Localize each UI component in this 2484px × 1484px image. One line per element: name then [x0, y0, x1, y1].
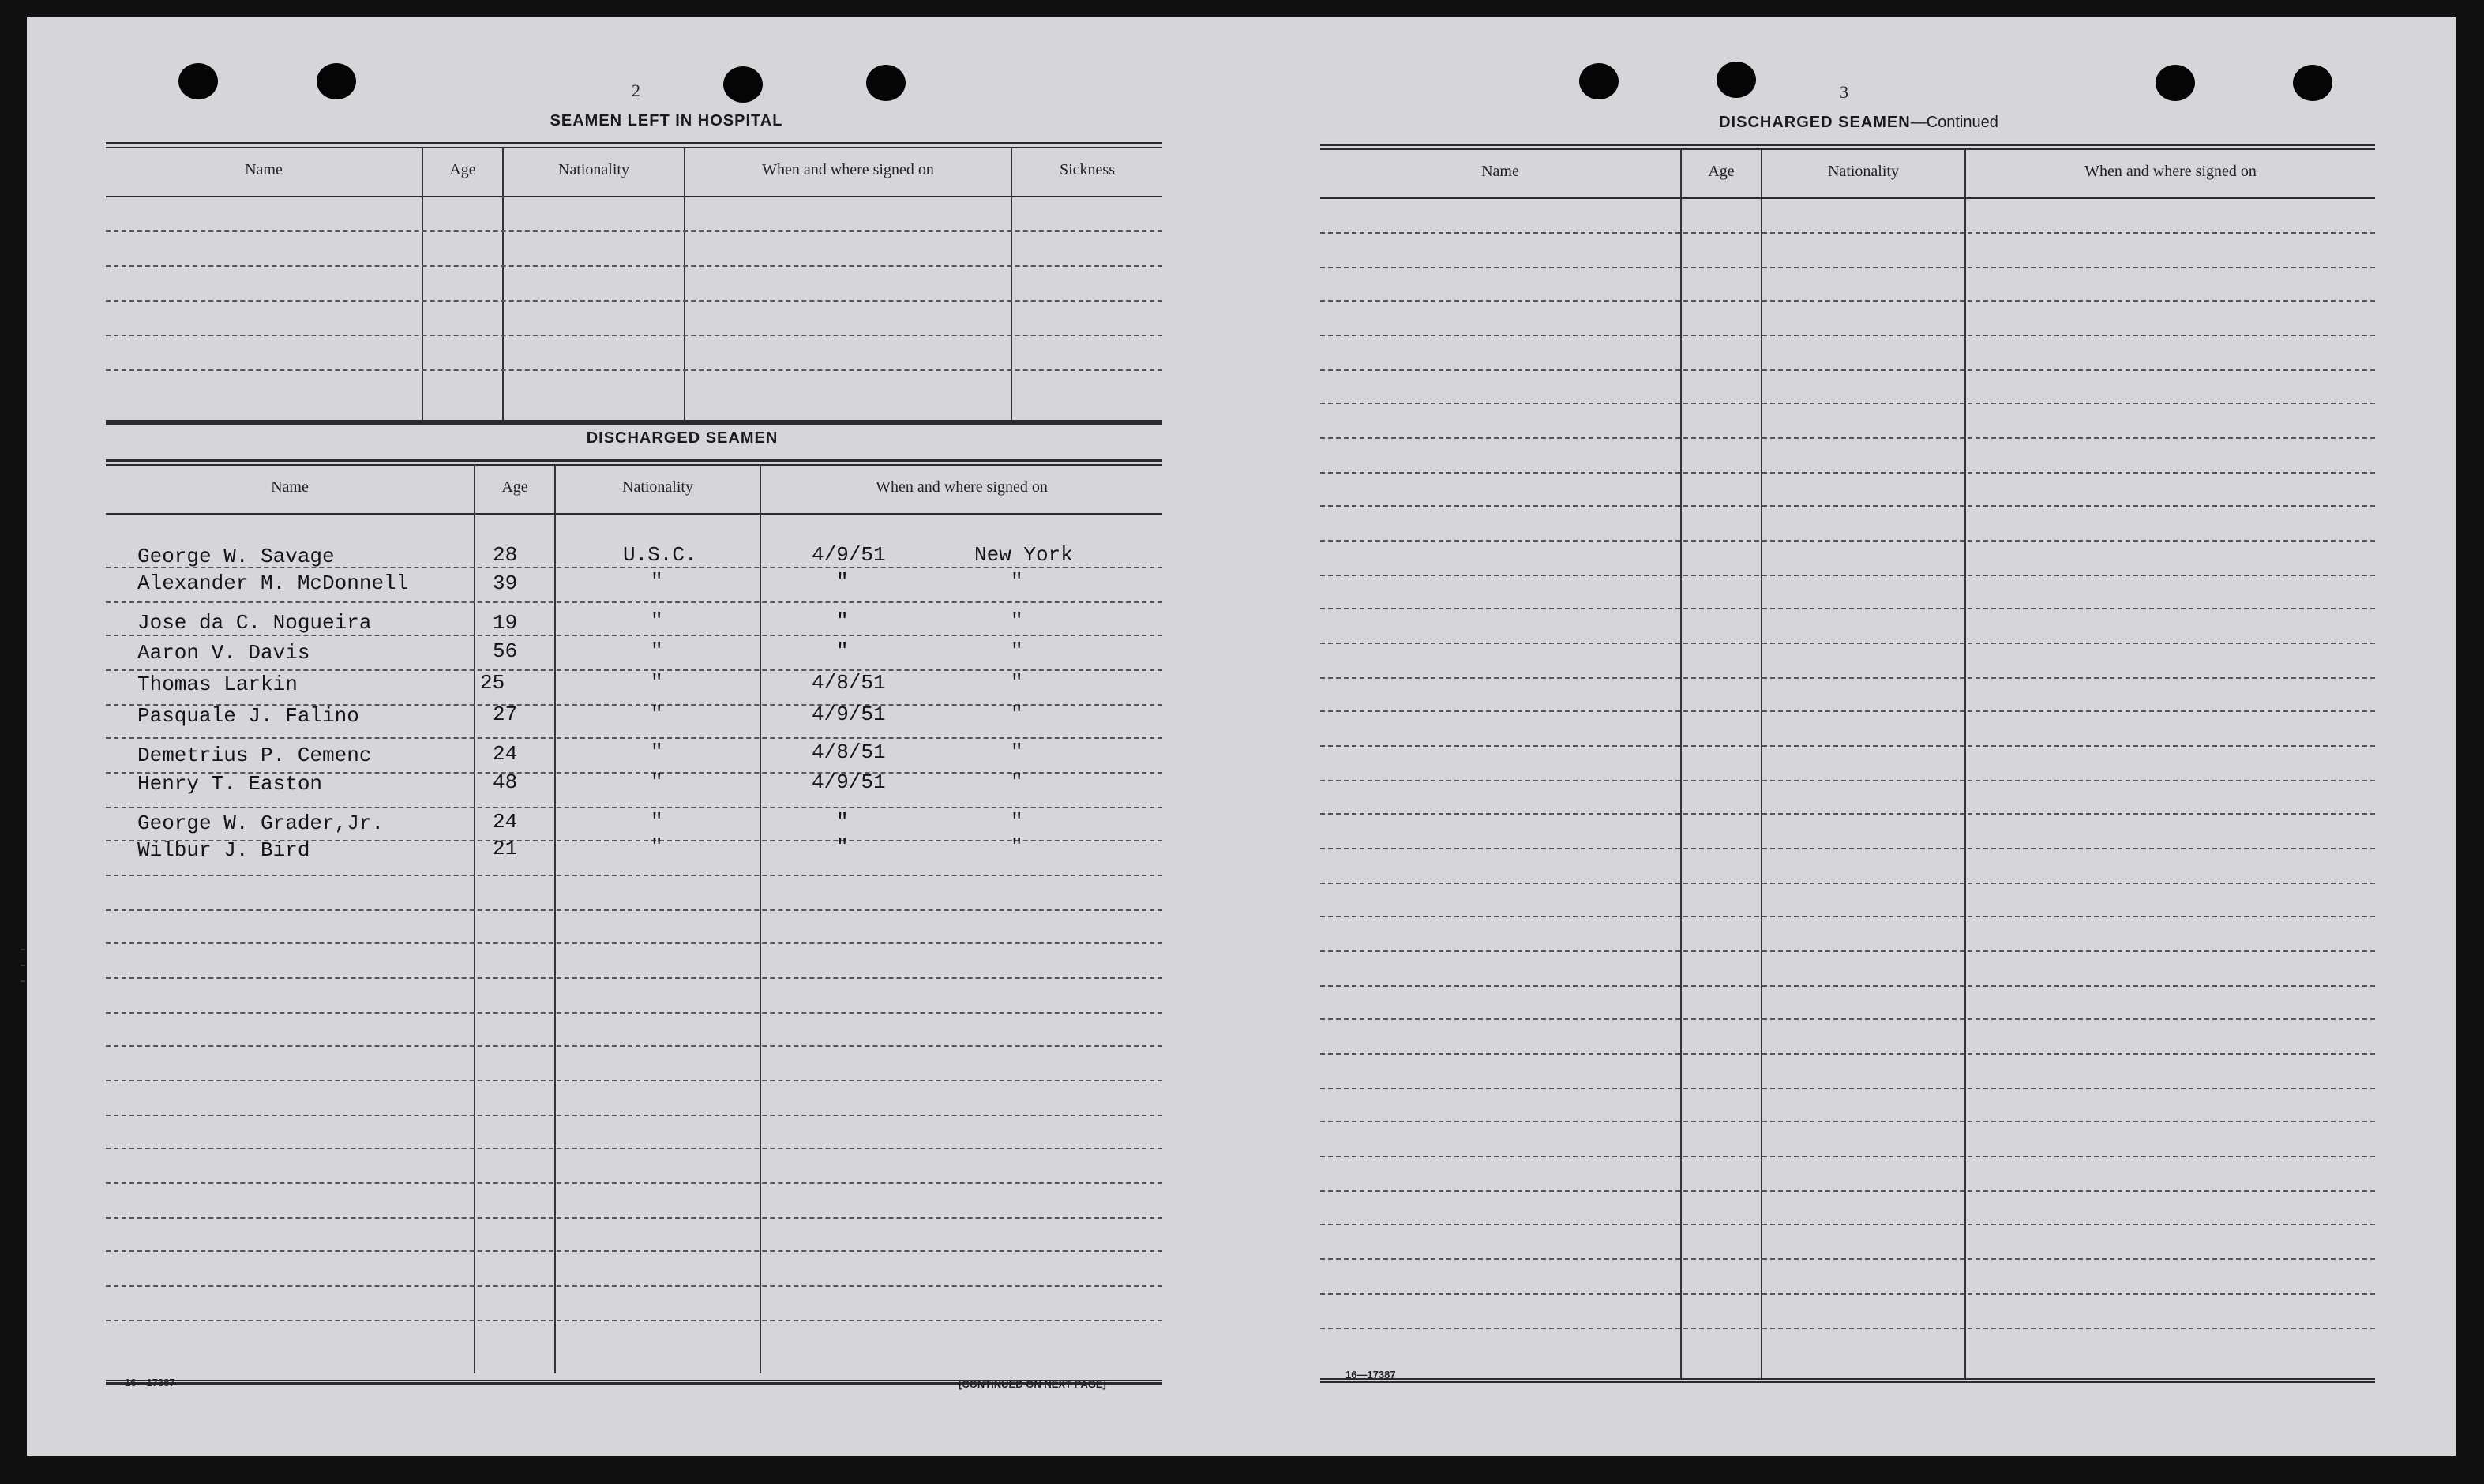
seaman-name: Alexander M. McDonnell — [137, 571, 409, 595]
binder-hole — [1579, 63, 1619, 99]
seaman-name: George W. Savage — [137, 545, 335, 568]
col-header-age: Age — [501, 478, 528, 496]
seaman-age: 24 — [493, 742, 518, 766]
signed-on-date: " — [836, 835, 849, 859]
binder-hole — [1717, 62, 1756, 98]
seaman-nationality: " — [651, 740, 663, 764]
seaman-nationality: " — [651, 770, 663, 794]
form-number: 16—17387 — [125, 1377, 175, 1388]
col-header-age: Age — [1708, 163, 1735, 180]
signed-on-date: 4/9/51 — [812, 770, 886, 794]
signed-on-date: " — [836, 639, 849, 663]
signed-on-place: " — [1011, 835, 1023, 859]
seaman-nationality: " — [651, 835, 663, 859]
seaman-age: 27 — [493, 703, 518, 726]
seaman-nationality: " — [651, 570, 663, 594]
col-header-sickness: Sickness — [1060, 161, 1115, 178]
discharged-continued-title — [1638, 114, 2080, 132]
seaman-name: Demetrius P. Cemenc — [137, 744, 372, 767]
signed-on-place: " — [1011, 740, 1023, 764]
discharged-section-title: DISCHARGED SEAMEN — [586, 429, 779, 447]
binder-hole — [2156, 65, 2195, 101]
signed-on-date: " — [836, 570, 849, 594]
col-header-name: Name — [271, 478, 309, 496]
col-header-nationality: Nationality — [558, 161, 629, 178]
signed-on-date: 4/9/51 — [812, 543, 886, 567]
seaman-age: 25 — [480, 671, 505, 695]
discharged-continued-table — [1320, 144, 2375, 1387]
signed-on-date: " — [836, 609, 849, 633]
page-number: 3 — [1840, 82, 1848, 102]
col-header-signed-on: When and where signed on — [762, 161, 934, 178]
seaman-name: Thomas Larkin — [137, 673, 298, 696]
form-number: 16—17387 — [1345, 1369, 1396, 1381]
col-header-name: Name — [245, 161, 283, 178]
binder-hole — [317, 63, 356, 99]
margin-mark — [21, 980, 25, 982]
title-suffix: —Continued — [1910, 114, 1998, 131]
continued-note: [CONTINUED ON NEXT PAGE] — [959, 1378, 1106, 1390]
seaman-age: 39 — [493, 571, 518, 595]
document-page — [27, 17, 2456, 1456]
page-number: 2 — [632, 81, 640, 100]
signed-on-place: " — [1011, 770, 1023, 794]
hospital-section-title: SEAMEN LEFT IN HOSPITAL — [550, 112, 783, 129]
col-header-age: Age — [449, 161, 476, 178]
seaman-name: Aaron V. Davis — [137, 641, 310, 665]
seaman-name: Jose da C. Nogueira — [137, 611, 372, 635]
signed-on-place: " — [1011, 570, 1023, 594]
binder-hole — [178, 63, 218, 99]
binder-hole — [866, 65, 906, 101]
col-header-nationality: Nationality — [1828, 163, 1899, 180]
seaman-nationality: " — [651, 639, 663, 663]
signed-on-place: " — [1011, 703, 1023, 726]
hospital-table — [106, 142, 1162, 426]
margin-mark — [21, 965, 25, 966]
binder-hole — [723, 66, 763, 103]
seaman-age: 24 — [493, 810, 518, 834]
col-header-nationality: Nationality — [622, 478, 693, 496]
discharged-table — [106, 459, 1162, 1391]
signed-on-date: 4/8/51 — [812, 671, 886, 695]
seaman-age: 21 — [493, 837, 518, 860]
col-header-name: Name — [1481, 163, 1519, 180]
seaman-name: Henry T. Easton — [137, 772, 323, 796]
seaman-age: 48 — [493, 770, 518, 794]
signed-on-place: " — [1011, 639, 1023, 663]
seaman-nationality: " — [651, 810, 663, 834]
seaman-name: George W. Grader,Jr. — [137, 811, 385, 835]
seaman-nationality: " — [651, 609, 663, 633]
seaman-age: 28 — [493, 543, 518, 567]
signed-on-date: 4/8/51 — [812, 740, 886, 764]
seaman-age: 19 — [493, 611, 518, 635]
signed-on-date: " — [836, 810, 849, 834]
col-header-signed-on: When and where signed on — [2084, 163, 2257, 180]
signed-on-place: " — [1011, 810, 1023, 834]
signed-on-place: " — [1011, 671, 1023, 695]
margin-mark — [21, 949, 25, 950]
binder-hole — [2293, 65, 2332, 101]
seaman-name: Wilbur J. Bird — [137, 838, 310, 862]
seaman-nationality: U.S.C. — [623, 543, 697, 567]
signed-on-place: New York — [974, 543, 1073, 567]
seaman-age: 56 — [493, 639, 518, 663]
col-header-signed-on: When and where signed on — [876, 478, 1048, 496]
seaman-nationality: " — [651, 703, 663, 726]
title-text: DISCHARGED SEAMEN — [1719, 114, 1911, 131]
signed-on-place: " — [1011, 609, 1023, 633]
seaman-nationality: " — [651, 671, 663, 695]
seaman-name: Pasquale J. Falino — [137, 704, 359, 728]
signed-on-date: 4/9/51 — [812, 703, 886, 726]
